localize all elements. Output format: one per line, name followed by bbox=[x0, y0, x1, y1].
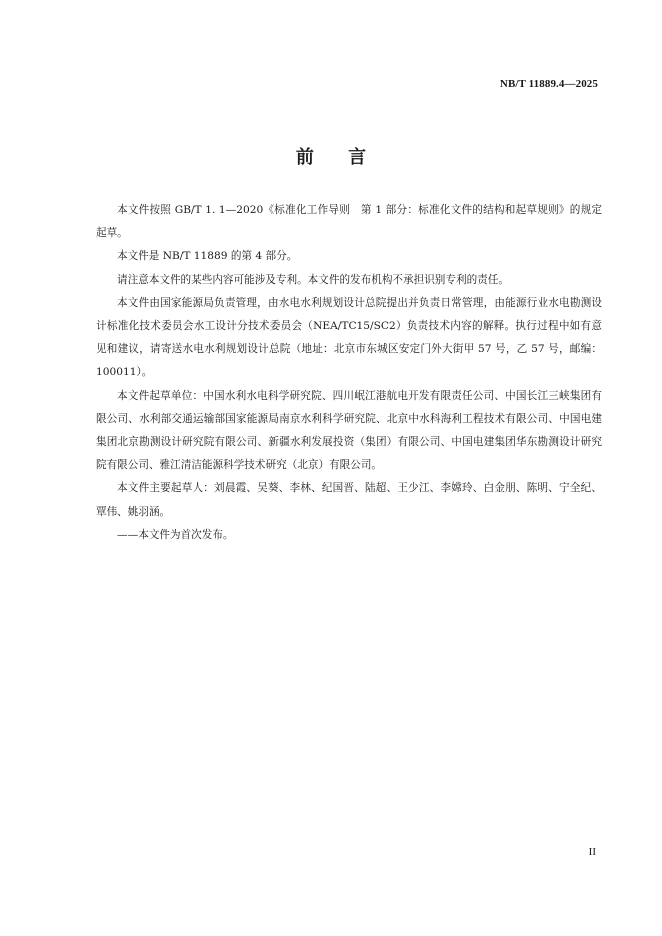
paragraph-first-release: ——本文件为首次发布。 bbox=[117, 528, 234, 541]
page-title: 前 言 bbox=[295, 147, 381, 168]
paragraph-patent-notice: 请注意本文件的某些内容可能涉及专利。本文件的发布机构不承担识别专利的责任。 bbox=[117, 273, 509, 286]
paragraph-drafters: 本文件主要起草人：刘晨霞、吴葵、李林、纪国晋、陆超、王少江、李嫦玲、白金朋、陈明、宁全纪、覃伟、姚羽涵。 bbox=[96, 482, 602, 518]
paragraph-drafting-rules: 本文件按照 GB/T 1. 1—2020《标准化工作导则 第 1 部分：标准化文件的结构和起草规则》的规定起草。 bbox=[96, 204, 602, 240]
paragraph-part-number: 本文件是 NB/T 11889 的第 4 部分。 bbox=[117, 250, 298, 263]
document-code: NB/T 11889.4—2025 bbox=[499, 78, 598, 90]
foreword-body bbox=[96, 199, 602, 547]
page-number: II bbox=[588, 846, 596, 858]
paragraph-drafting-units: 本文件起草单位：中国水利水电科学研究院、四川岷江港航电开发有限责任公司、中国长江三峡集团有限公司、水利部交通运输部国家能源局南京水利科学研究院、北京中水科海利工程技术有限公司、中国电建集团北京勘测设计研究院有限公司、新疆水利发展投资（集团）有限公司、中国电建集团华东勘测设计研究院有限公司、雅江清洁能源科学技术研究（北京）有限公司。 bbox=[96, 389, 602, 472]
paragraph-management: 本文件由国家能源局负责管理，由水电水利规划设计总院提出并负责日常管理，由能源行业水电勘测设计标准化技术委员会水工设计分技术委员会（NEA/TC15/SC2）负责技术内容的解释。执行过程中如有意见和建议，请寄送水电水利规划设计总院（地址：北京市东城区安定门外大街甲 57 号，乙 57 号，邮编：100011）。 bbox=[96, 296, 602, 379]
